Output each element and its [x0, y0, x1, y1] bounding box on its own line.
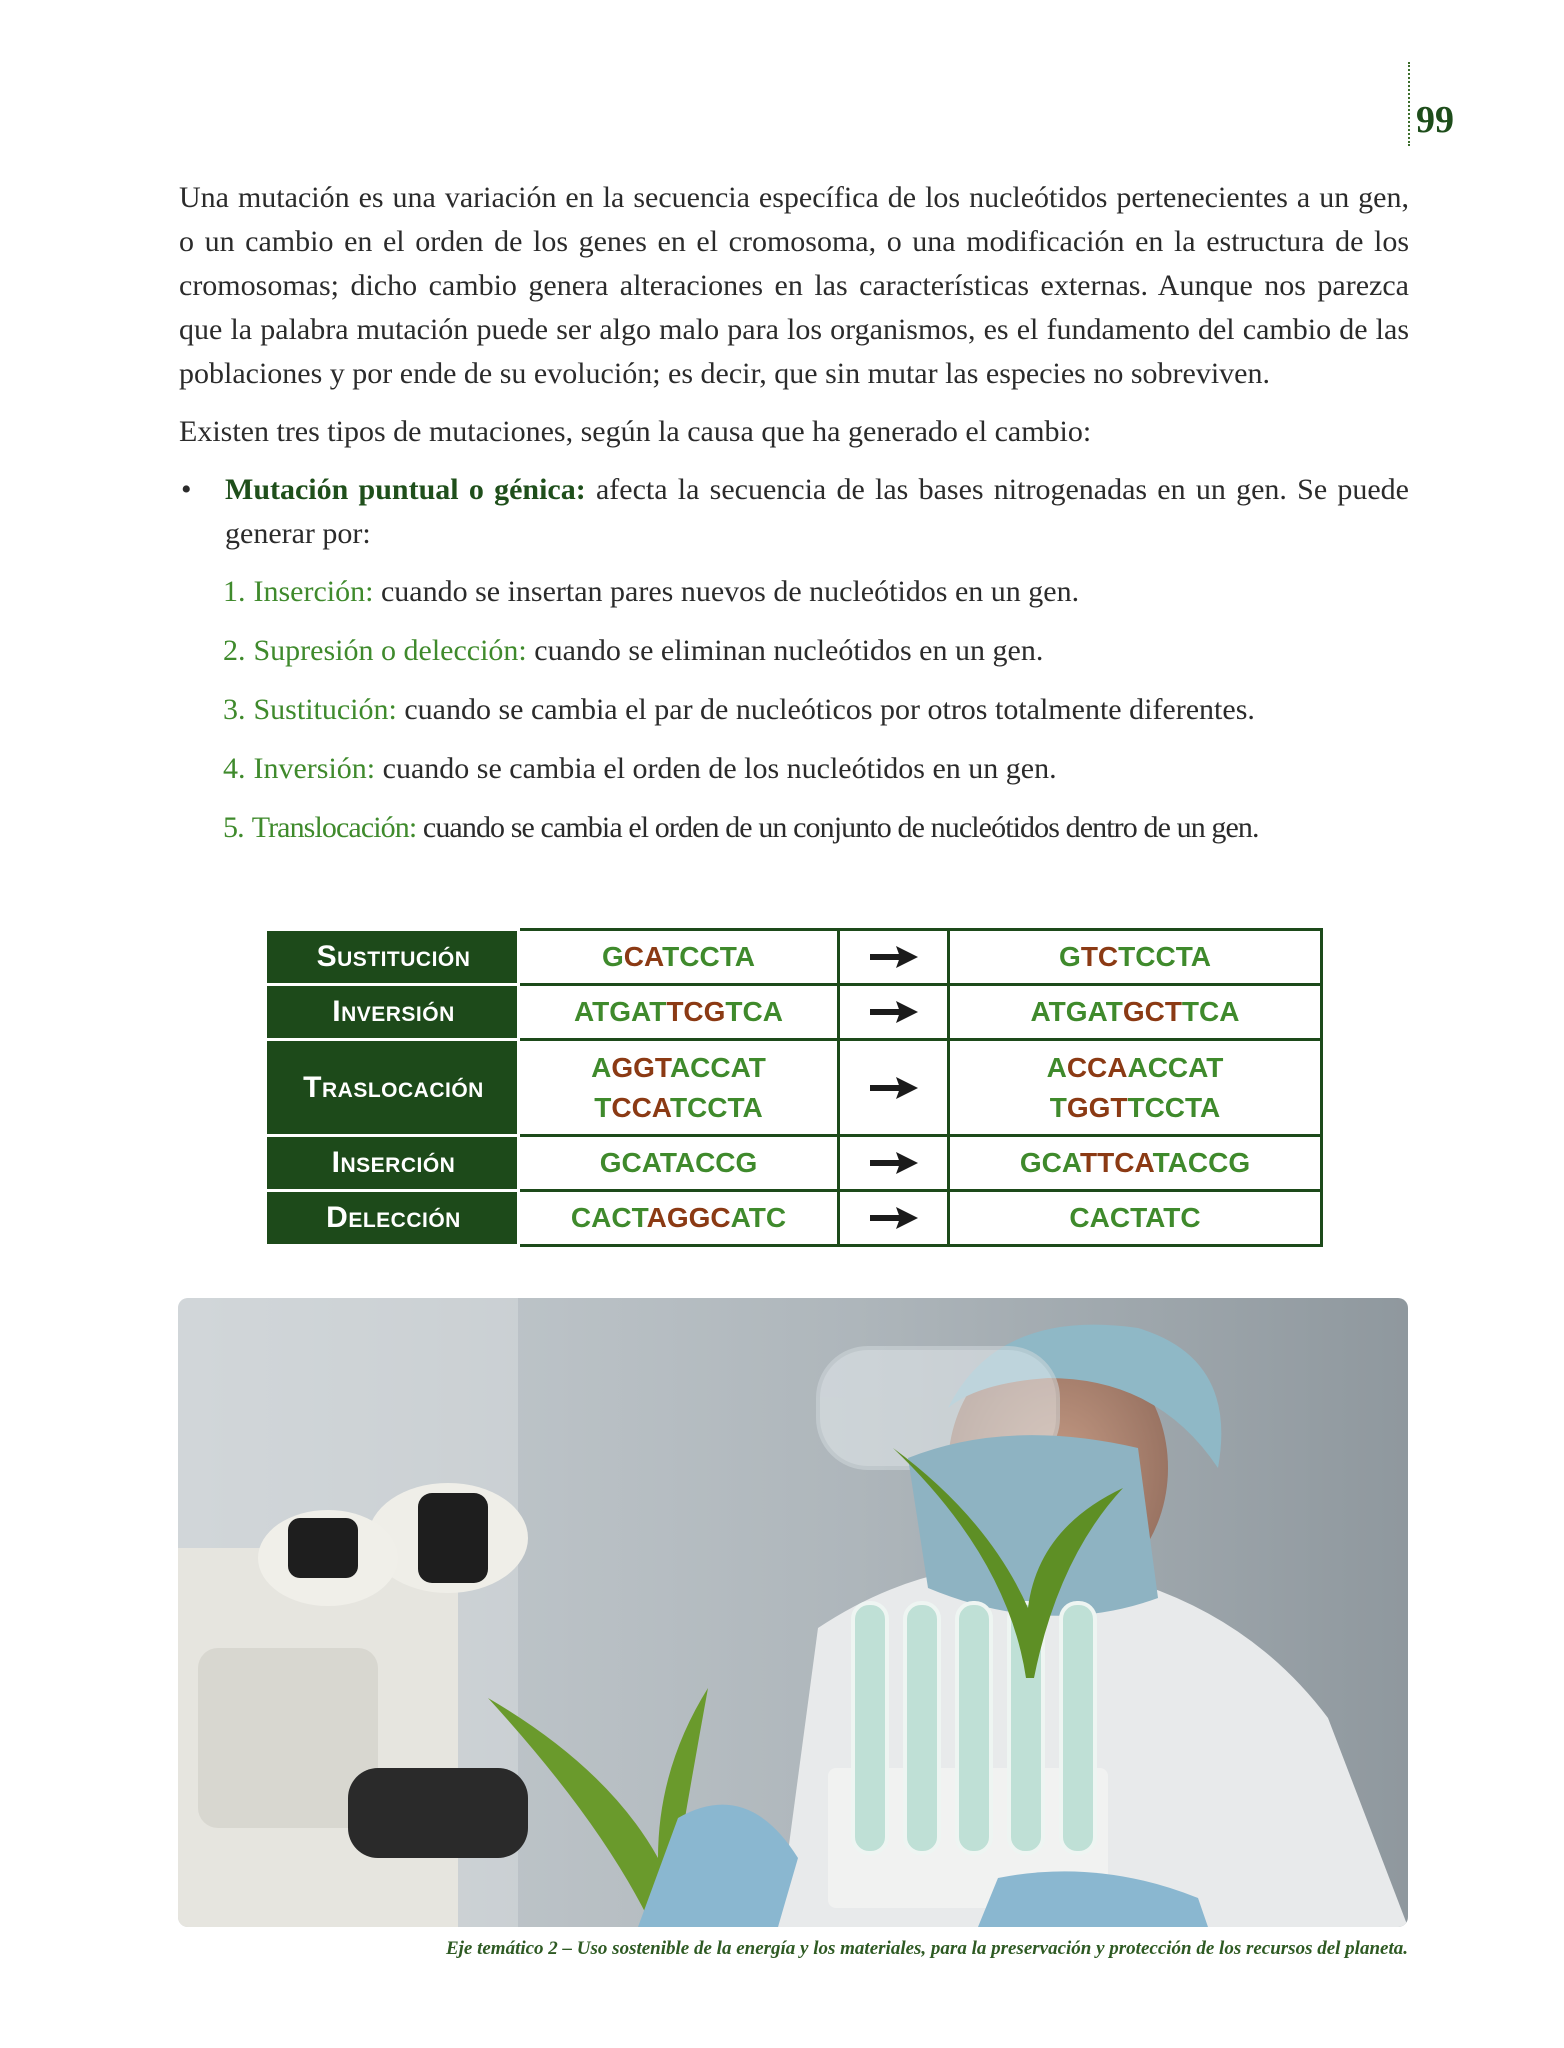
- sequence-highlight: TTCA: [1080, 1147, 1153, 1178]
- list-term: Inversión:: [253, 752, 376, 785]
- page-caption: Eje temático 2 – Uso sostenible de la energía y los materiales, para la preservación y protección de los recursos del planeta.: [445, 1938, 1408, 1959]
- arrow-right-icon: [839, 1040, 949, 1136]
- list-item: [223, 747, 1409, 791]
- page-number-rule: [1408, 62, 1410, 146]
- sequence-segment: G: [602, 941, 624, 972]
- sequence-segment: A: [1046, 1051, 1067, 1083]
- list-term: Supresión o delección:: [253, 634, 527, 667]
- sequence-segment: T: [594, 1091, 612, 1123]
- sequence-highlight: GCT: [1122, 996, 1182, 1027]
- sequence-highlight: TC: [1080, 941, 1119, 972]
- list-text: cuando se eliminan nucleótidos en un gen.: [526, 634, 1044, 667]
- sequence-segment: TCA: [1181, 996, 1240, 1027]
- page-number: 99: [1416, 99, 1454, 141]
- sequence-segment: TCCTA: [662, 941, 755, 972]
- list-text: cuando se cambia el par de nucleóticos por otros totalmente diferentes.: [396, 693, 1255, 726]
- sequence-segment: TCCTA: [669, 1091, 763, 1123]
- arrow-right-icon: [839, 985, 949, 1040]
- sequence-after: [949, 1040, 1322, 1136]
- sequence-before: [519, 1136, 839, 1191]
- sequence-highlight: GGT: [1066, 1091, 1128, 1123]
- sequence-before: [519, 1040, 839, 1136]
- sequence-after: [949, 1191, 1322, 1246]
- sequence-highlight: TCG: [666, 996, 726, 1027]
- list-number: 1.: [223, 575, 246, 608]
- mutation-type-label: Sustitución: [269, 930, 519, 985]
- sequence-after: [949, 1136, 1322, 1191]
- sequence-highlight: AGGC: [646, 1202, 731, 1233]
- sequence-after: [949, 985, 1322, 1040]
- list-item: [223, 629, 1409, 673]
- sequence-segment: ATGAT: [1030, 996, 1123, 1027]
- sequence-segment: GCATACCG: [599, 1147, 758, 1178]
- sequence-after: [949, 930, 1322, 985]
- bullet-item-puntual: [179, 468, 1409, 556]
- arrow-right-icon: [839, 1191, 949, 1246]
- sequence-segment: CACT: [570, 1202, 647, 1233]
- sequence-segment: TACCG: [1152, 1147, 1251, 1178]
- table-row: [269, 985, 1322, 1040]
- mutation-type-label: Inserción: [269, 1136, 519, 1191]
- bullet-dot-icon: •: [181, 473, 192, 506]
- sequence-highlight: CCA: [1066, 1051, 1128, 1083]
- sequence-segment: A: [591, 1051, 612, 1083]
- list-number: 4.: [223, 752, 246, 785]
- sequence-segment: ATGAT: [574, 996, 667, 1027]
- sequence-segment: TCCTA: [1118, 941, 1211, 972]
- sequence-highlight: GGT: [611, 1051, 670, 1083]
- sequence-segment: ATC: [730, 1202, 787, 1233]
- mutation-examples-table: [267, 928, 1323, 1247]
- list-text: cuando se cambia el orden de los nucleótidos en un gen.: [375, 752, 1057, 785]
- lab-photo: [178, 1298, 1408, 1927]
- sequence-segment: TCCTA: [1127, 1091, 1221, 1123]
- sequence-segment: ACCAT: [1127, 1051, 1224, 1083]
- sequence-segment: G: [1059, 941, 1081, 972]
- list-number: 2.: [223, 634, 246, 667]
- list-item: [223, 570, 1409, 614]
- table-row: [269, 1040, 1322, 1136]
- sequence-before: [519, 985, 839, 1040]
- arrow-right-icon: [839, 1136, 949, 1191]
- table-row: [269, 1191, 1322, 1246]
- sequence-before: [519, 1191, 839, 1246]
- list-term: Translocación:: [251, 811, 417, 844]
- list-term: Inserción:: [253, 575, 374, 608]
- types-intro: Existen tres tipos de mutaciones, según la causa que ha generado el cambio:: [179, 415, 1092, 448]
- mutation-causes-list: [179, 570, 1409, 850]
- sequence-segment: CACTATC: [1069, 1202, 1201, 1233]
- intro-paragraph: Una mutación es una variación en la secuencia específica de los nucleótidos pertenecientes a un gen, o un cambio en el orden de los genes en el cromosoma, o una modificación en la estructura de los cromosomas; dicho cambio genera alteraciones en las características externas. Aunque nos parezca que la palabra mutación puede ser algo malo para los organismos, es el fundamento del cambio de las poblaciones y por ende de su evolución; es decir, que sin mutar las especies no sobreviven.: [179, 181, 1409, 390]
- sequence-highlight: CA: [623, 941, 663, 972]
- sequence-segment: ACCAT: [669, 1051, 766, 1083]
- mutation-type-label: Delección: [269, 1191, 519, 1246]
- table-row: [269, 930, 1322, 985]
- list-number: 3.: [223, 693, 246, 726]
- table-row: [269, 1136, 1322, 1191]
- sequence-segment: TCA: [725, 996, 783, 1027]
- bullet-term: Mutación puntual o génica:: [225, 473, 586, 506]
- mutation-type-label: Inversión: [269, 985, 519, 1040]
- list-item: [223, 806, 1409, 850]
- sequence-segment: GCA: [1019, 1147, 1081, 1178]
- bullet-text: afecta la secuencia de las bases nitrogenadas en un gen. Se puede generar por:: [225, 473, 1409, 550]
- mutation-type-label: Traslocación: [269, 1040, 519, 1136]
- sequence-highlight: CCA: [611, 1091, 670, 1123]
- sequence-segment: T: [1049, 1091, 1067, 1123]
- list-text: cuando se cambia el orden de un conjunto de nucleótidos dentro de un gen.: [416, 811, 1259, 844]
- body-text: [179, 176, 1409, 865]
- arrow-right-icon: [839, 930, 949, 985]
- list-text: cuando se insertan pares nuevos de nucleótidos en un gen.: [373, 575, 1080, 608]
- sequence-before: [519, 930, 839, 985]
- list-number: 5.: [223, 811, 244, 844]
- list-term: Sustitución:: [253, 693, 397, 726]
- list-item: [223, 688, 1409, 732]
